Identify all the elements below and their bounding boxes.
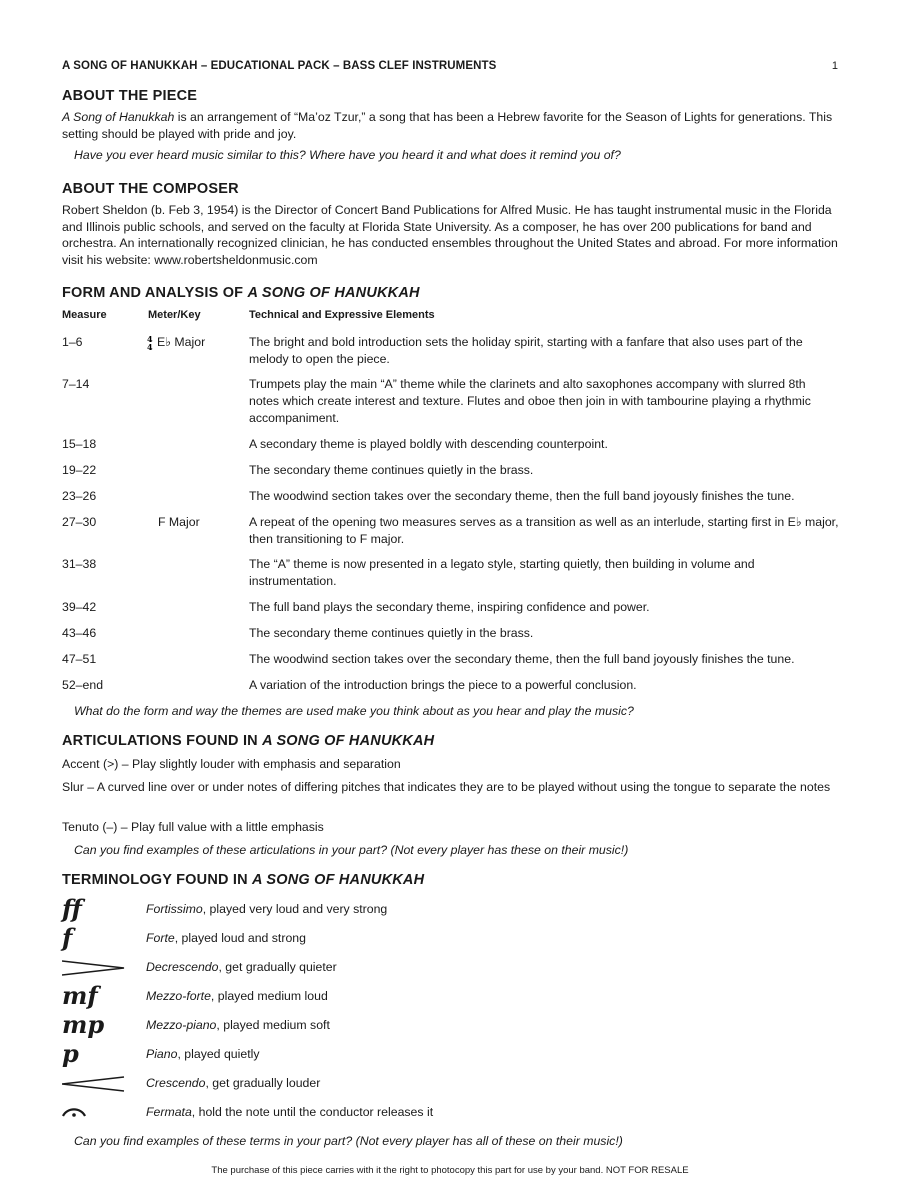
form-question-wrap <box>62 703 838 720</box>
term-name: Mezzo-piano <box>146 1018 217 1032</box>
terminology-question-wrap <box>62 1133 838 1150</box>
decrescendo-hairpin-icon <box>62 955 132 981</box>
term-row <box>62 1010 838 1039</box>
articulation-tenuto: Tenuto (–) – Play full value with a little emphasis <box>62 820 324 834</box>
term-definition <box>146 902 387 916</box>
row-description: The bright and bold introduction sets the holiday spirit, starting with a fanfare that also uses part of the melody to open the piece. <box>249 335 803 366</box>
page-number: 1 <box>831 60 838 72</box>
form-heading-prefix: FORM AND ANALYSIS OF <box>62 285 248 301</box>
form-analysis-section <box>62 285 838 301</box>
term-row <box>62 1039 838 1068</box>
row-measure: 52–end <box>62 678 104 692</box>
form-analysis-heading <box>62 285 838 301</box>
articulation-slur: Slur – A curved line over or under notes of differing pitches that indicates they are to be played without using the tongue to separate the notes <box>62 780 831 794</box>
term-row <box>62 981 838 1010</box>
term-text: , played very loud and very strong <box>202 902 388 916</box>
document-title: A SONG OF HANUKKAH – EDUCATIONAL PACK – BASS CLEF INSTRUMENTS <box>62 60 497 72</box>
row-measure: 15–18 <box>62 437 97 451</box>
row-description: The “A” theme is now presented in a legato style, starting quietly, then building in volume and instrumentation. <box>249 557 755 588</box>
row-key <box>146 334 228 351</box>
term-name: Crescendo <box>146 1076 206 1090</box>
terminology-question: Can you find examples of these terms in your part? (Not every player has all of these on their music!) <box>74 1134 623 1148</box>
term-definition <box>146 1047 260 1061</box>
term-text: , played medium loud <box>210 989 328 1003</box>
term-name: Mezzo-forte <box>146 989 211 1003</box>
terminology-heading-title: A SONG OF HANUKKAH <box>252 872 425 888</box>
column-meter-key: Meter/Key <box>148 309 201 321</box>
fermata-icon <box>62 1100 132 1126</box>
term-definition <box>146 1018 330 1032</box>
term-definition <box>146 931 306 945</box>
row-description: A repeat of the opening two measures serves as a transition as well as an interlude, starting first in E♭ major, then transitioning to F major. <box>249 515 839 546</box>
about-composer-section <box>62 181 838 268</box>
term-row <box>62 955 838 981</box>
form-table-header <box>62 309 838 323</box>
column-elements: Technical and Expressive Elements <box>249 309 435 321</box>
term-definition <box>146 960 337 974</box>
row-description: The full band plays the secondary theme, inspiring confidence and power. <box>249 600 650 614</box>
term-text: , played loud and strong <box>174 931 306 945</box>
term-row <box>62 923 838 952</box>
term-name: Fortissimo <box>146 902 203 916</box>
svg-text:4: 4 <box>147 341 153 351</box>
articulation-item <box>62 779 838 796</box>
form-question: What do the form and way the themes are used make you think about as you hear and play the music? <box>74 704 634 718</box>
svg-text:4: 4 <box>147 334 153 344</box>
term-name: Fermata <box>146 1105 192 1119</box>
row-description: The secondary theme continues quietly in the brass. <box>249 626 534 640</box>
row-measure: 1–6 <box>62 335 83 349</box>
articulation-item <box>62 819 838 836</box>
row-measure: 27–30 <box>62 515 97 529</box>
term-name: Piano <box>146 1047 178 1061</box>
articulations-question-wrap <box>62 842 838 859</box>
row-description: The woodwind section takes over the secondary theme, then the full band joyously finishes the tune. <box>249 652 795 666</box>
time-signature-icon <box>146 335 154 351</box>
mezzo-forte-icon: mf <box>62 981 98 1010</box>
term-text: , played quietly <box>177 1047 260 1061</box>
articulation-item <box>62 756 838 773</box>
mezzo-piano-icon: mp <box>62 1010 105 1039</box>
row-measure: 19–22 <box>62 463 97 477</box>
term-definition <box>146 1105 433 1119</box>
terminology-section <box>62 872 838 888</box>
row-measure: 23–26 <box>62 489 97 503</box>
footer-notice: The purchase of this piece carries with it the right to photocopy this part for use by your band. NOT FOR RESALE <box>211 1165 689 1176</box>
about-piece-heading: ABOUT THE PIECE <box>62 88 198 104</box>
piano-icon: p <box>62 1039 79 1068</box>
page-header <box>62 60 838 76</box>
fortissimo-icon: ff <box>62 894 82 923</box>
articulations-question: Can you find examples of these articulations in your part? (Not every player has these on their music!) <box>74 843 629 857</box>
about-composer-text: Robert Sheldon (b. Feb 3, 1954) is the Director of Concert Band Publications for Alfred Music. He has taught instrumental music in the Florida and Illinois public schools, and served on the faculty at Florida State University. As a composer, he has over 200 publications for band and orchestra. An internationally recognized clinician, he has conducted ensembles throughout the United States and abroad. For more information visit his website: www.robertsheldonmusic.com <box>62 203 838 267</box>
row-measure: 43–46 <box>62 626 97 640</box>
about-piece-body: is an arrangement of “Ma’oz Tzur,” a song that has been a Hebrew favorite for the Season of Lights for generations. This setting should be played with pride and joy. <box>62 110 833 141</box>
row-measure: 7–14 <box>62 377 90 391</box>
forte-icon: f <box>62 923 73 952</box>
column-measure: Measure <box>62 309 107 321</box>
articulations-heading <box>62 733 838 749</box>
row-description: A variation of the introduction brings the piece to a powerful conclusion. <box>249 678 637 692</box>
about-piece-section <box>62 88 838 164</box>
articulation-accent: Accent (>) – Play slightly louder with emphasis and separation <box>62 757 401 771</box>
term-text: , hold the note until the conductor releases it <box>191 1105 434 1119</box>
about-piece-text <box>62 109 838 142</box>
about-composer-heading: ABOUT THE COMPOSER <box>62 181 239 197</box>
term-name: Forte <box>146 931 175 945</box>
articulations-heading-title: A SONG OF HANUKKAH <box>262 733 435 749</box>
row-measure: 31–38 <box>62 557 97 571</box>
terminology-heading <box>62 872 838 888</box>
term-row <box>62 1100 838 1126</box>
term-text: , played medium soft <box>216 1018 330 1032</box>
row-measure: 47–51 <box>62 652 97 666</box>
row-key-text: E♭ Major <box>157 335 206 349</box>
row-description: A secondary theme is played boldly with descending counterpoint. <box>249 437 608 451</box>
terminology-heading-prefix: TERMINOLOGY FOUND IN <box>62 872 253 888</box>
articulations-section <box>62 733 838 749</box>
row-key-text: F Major <box>158 515 200 529</box>
term-row <box>62 894 838 923</box>
row-description: The secondary theme continues quietly in the brass. <box>249 463 534 477</box>
row-description: The woodwind section takes over the secondary theme, then the full band joyously finishes the tune. <box>249 489 795 503</box>
term-definition <box>146 989 328 1003</box>
term-definition <box>146 1076 320 1090</box>
term-name: Decrescendo <box>146 960 219 974</box>
term-text: , get gradually quieter <box>218 960 337 974</box>
row-description: Trumpets play the main “A” theme while the clarinets and alto saxophones accompany with slurred 8th notes which create interest and texture. Flutes and oboe then join in with tambourine playing a rhythmic accompaniment. <box>249 377 811 425</box>
form-heading-title: A SONG OF HANUKKAH <box>247 285 420 301</box>
term-row <box>62 1071 838 1097</box>
term-text: , get gradually louder <box>205 1076 321 1090</box>
articulations-heading-prefix: ARTICULATIONS FOUND IN <box>62 733 263 749</box>
row-measure: 39–42 <box>62 600 97 614</box>
crescendo-hairpin-icon <box>62 1071 132 1097</box>
piece-title: A Song of Hanukkah <box>62 110 175 124</box>
about-piece-question: Have you ever heard music similar to this? Where have you heard it and what does it remind you of? <box>74 148 621 162</box>
